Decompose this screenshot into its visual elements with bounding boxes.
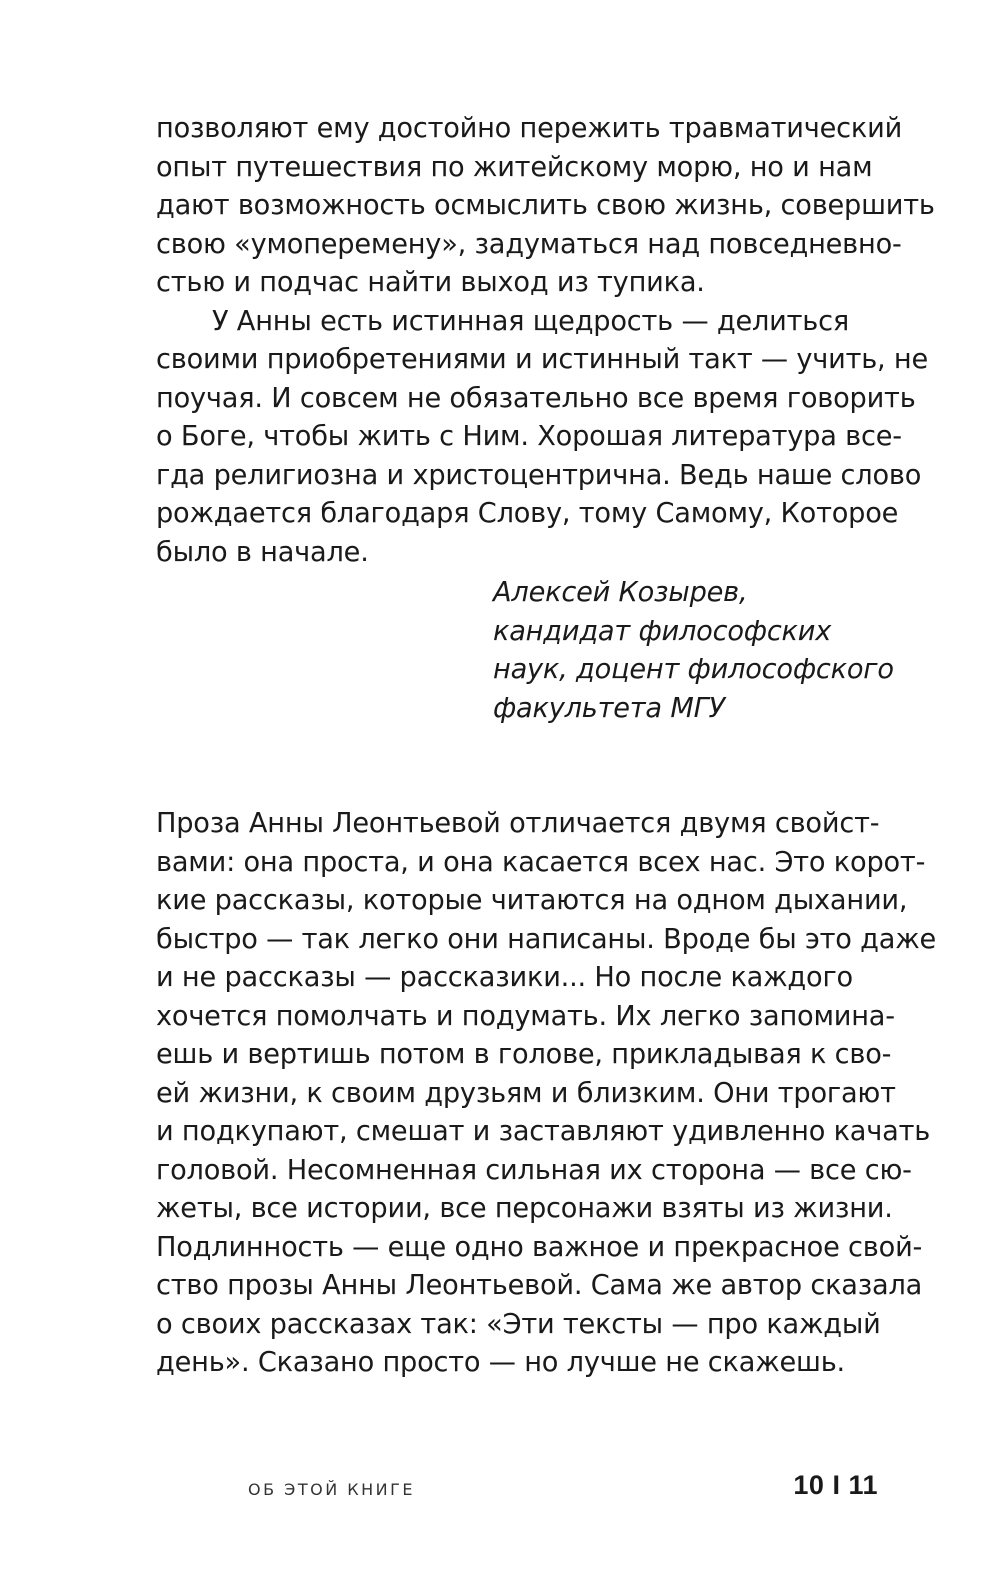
text-line: кие рассказы, которые читаются на одном дыхании, [156,885,908,916]
text-line: вами: она проста, и она касается всех нас. Это корот- [156,846,926,878]
author-signature [493,574,953,728]
essay-section-1 [156,110,935,572]
paragraph [156,303,929,573]
text-line: Подлинность — еще одно важное и прекрасное свой- [156,1231,923,1263]
text-line: ство прозы Анны Леонтьевой. Сама же автор сказала [156,1270,923,1301]
text-line: и не рассказы — рассказики... Но после каждого [156,962,853,993]
text-line: дают возможность осмыслить свою жизнь, совершить [156,190,935,221]
page-number-left: 10 [793,1470,825,1500]
paragraph [156,805,937,1383]
text-line: гда религиозна и христоцентрична. Ведь наше слово [156,459,922,491]
text-line: У Анны есть истинная щедрость — делиться [212,305,850,337]
page-number-right: 11 [848,1470,878,1500]
signature-title-line: факультета МГУ [493,692,725,724]
text-line: опыт путешествия по житейскому морю, но и нам [156,151,873,183]
text-line: ей жизни, к своим друзьям и близким. Они трогают [156,1077,896,1109]
essay-section-2 [156,805,937,1383]
text-line: позволяют ему достойно пережить травматический [156,113,903,144]
text-line: было в начале. [156,536,369,568]
page-numbers [793,1470,878,1501]
signature-name: Алексей Козырев, [493,577,748,608]
text-line: своими приобретениями и истинный такт — учить, не [156,344,929,375]
text-line: быстро — так легко они написаны. Вроде бы это даже [156,923,937,955]
signature-title-line: наук, доцент философского [493,654,894,685]
signature-title-line: кандидат философских [493,615,832,647]
paragraph-continued [156,110,935,303]
running-head: ОБ ЭТОЙ КНИГЕ [248,1480,415,1499]
text-line: жеты, все истории, все персонажи взяты из жизни. [156,1193,893,1224]
text-line: Проза Анны Леонтьевой отличается двумя свойст- [156,808,880,839]
page-number-separator: I [832,1470,841,1500]
page-footer [0,1470,1000,1510]
text-line: хочется помолчать и подумать. Их легко запомина- [156,1000,895,1032]
text-line: и подкупают, смешат и заставляют удивленно качать [156,1116,931,1147]
text-line: ешь и вертишь потом в голове, прикладывая к сво- [156,1039,892,1070]
text-line: стью и подчас найти выход из тупика. [156,267,705,298]
text-line: день». Сказано просто — но лучше не скажешь. [156,1347,845,1378]
text-line: поучая. И совсем не обязательно все время говорить [156,382,916,414]
text-line: свою «умоперемену», задуматься над повседневно- [156,228,902,260]
text-line: о Боге, чтобы жить с Ним. Хорошая литература все- [156,421,902,452]
text-line: рождается благодаря Слову, тому Самому, Которое [156,498,899,529]
text-line: головой. Несомненная сильная их сторона — все сю- [156,1154,912,1186]
text-line: о своих рассказах так: «Эти тексты — про каждый [156,1308,881,1340]
